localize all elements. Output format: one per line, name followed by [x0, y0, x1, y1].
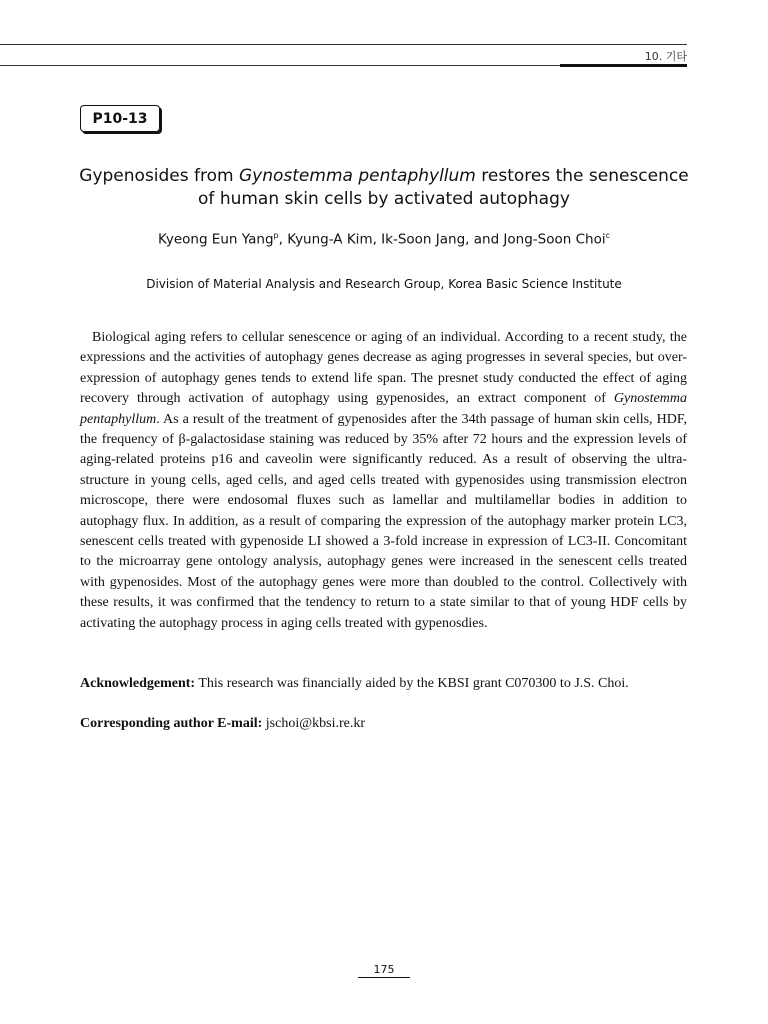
author-last-sup: c — [605, 231, 611, 240]
corresponding-email: jschoi@kbsi.re.kr — [262, 716, 365, 731]
abstract-part1: Biological aging refers to cellular senescence or aging of an individual. According to a recent study, the expressions and the activities of autophagy genes decrease as aging progresses in several species, but over-expression of autophagy genes tends to extend life span. The presnet study conducted the effect of aging recovery through activation of autophagy using gypenosides, an extract component of — [80, 330, 687, 407]
acknowledgement-label: Acknowledgement: — [80, 676, 196, 691]
section-label: 10. 기타 — [644, 50, 687, 63]
author-first-sup: p — [273, 231, 279, 240]
paper-title — [70, 165, 698, 211]
corresponding-author — [80, 716, 687, 732]
author-list — [70, 231, 698, 248]
header-rule-top — [0, 44, 687, 45]
header-accent-bar — [560, 64, 687, 67]
paper-id-badge: P10-13 — [80, 105, 160, 132]
author-first: Kyeong Eun Yang — [157, 231, 274, 248]
acknowledgement-text: This research was financially aided by the KBSI grant C070300 to J.S. Choi. — [195, 676, 629, 691]
title-part1: Gypenosides from — [79, 166, 239, 186]
abstract-species: Gynostemma pentaphyllum — [80, 391, 687, 427]
title-part2: restores the senescence of human skin cells by activated autophagy — [198, 166, 689, 209]
corresponding-label: Corresponding author E-mail: — [80, 716, 263, 731]
acknowledgement — [80, 676, 687, 692]
page-number: 175 — [358, 963, 410, 978]
affiliation: Division of Material Analysis and Research Group, Korea Basic Science Institute — [146, 277, 622, 291]
abstract-body — [80, 328, 687, 634]
title-species: Gynostemma pentaphyllum — [239, 166, 476, 186]
author-others: , Kyung-A Kim, Ik-Soon Jang, and Jong-Soon Choi — [278, 231, 606, 248]
abstract-part2: . As a result of the treatment of gypenosides after the 34th passage of human skin cells, HDF, the frequency of β-galactosidase staining was reduced by 35% after 72 hours and the expression levels of aging-related proteins p16 and caveolin were significantly reduced. As a result of observing the ultra-structure in young cells, aged cells, and aged cells treated with gypenosides using transmission electron microscope, there were endosomal fluxes such as lamellar and multilamellar bodies in addition to autophagy flux. In addition, as a result of comparing the expression of the autophagy marker protein LC3, senescent cells treated with gypenoside LI showed a 3-fold increase in expression of LC3-II. Concomitant to the microarray gene ontology analysis, autophagy genes were increased in the senescent cells treated with gypenosides. Most of the autophagy genes were more than doubled to the control. Collectively with these results, it was confirmed that the tendency to return to a state similar to that of young HDF cells by activating the autophagy process in aging cells treated with gypenosdies. — [80, 411, 687, 631]
